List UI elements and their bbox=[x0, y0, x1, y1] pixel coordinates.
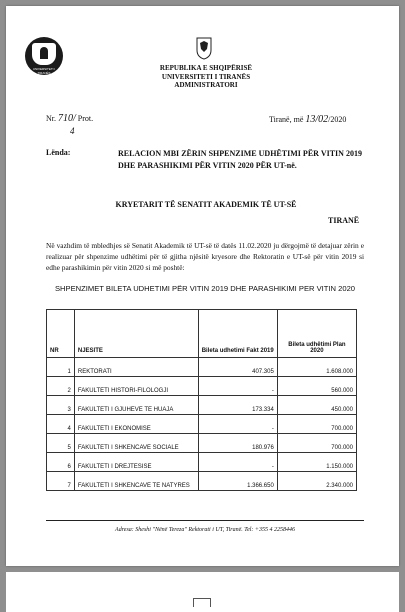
next-page-emblem-icon bbox=[193, 598, 211, 607]
city: TIRANË bbox=[328, 216, 360, 225]
row-name: FAKULTETI I SHKENCAVE TE NATYRES bbox=[74, 472, 198, 491]
table-row bbox=[47, 453, 357, 472]
table-row bbox=[47, 415, 357, 434]
row-plan: 450.000 bbox=[277, 396, 356, 415]
row-plan: 700.000 bbox=[277, 415, 356, 434]
protocol-sub-number: 4 bbox=[70, 126, 75, 136]
row-fakt: - bbox=[198, 453, 277, 472]
next-page-preview bbox=[6, 572, 399, 612]
row-nr: 6 bbox=[47, 453, 75, 472]
protocol-handwritten-number: 710/ bbox=[58, 113, 76, 124]
row-name: FAKULTETI I GJUHEVE TE HUAJA bbox=[74, 396, 198, 415]
row-fakt: 407.305 bbox=[198, 358, 277, 377]
row-nr: 1 bbox=[47, 358, 75, 377]
eagle-emblem-icon bbox=[195, 36, 213, 60]
table-header-row bbox=[47, 310, 357, 358]
logo-text: UNIVERSITETI I TIRANËS bbox=[32, 67, 56, 75]
protocol-number bbox=[46, 113, 93, 124]
row-name: FAKULTETI HISTORI-FILOLOGJI bbox=[74, 377, 198, 396]
header-fakt: Bileta udhetimi Fakt 2019 bbox=[198, 310, 277, 358]
row-fakt: 173.334 bbox=[198, 396, 277, 415]
row-plan: 700.000 bbox=[277, 434, 356, 453]
row-fakt: - bbox=[198, 377, 277, 396]
row-name: REKTORATI bbox=[74, 358, 198, 377]
table-row bbox=[47, 434, 357, 453]
row-plan: 1.150.000 bbox=[277, 453, 356, 472]
table-row bbox=[47, 377, 357, 396]
table-title: SHPENZIMET BILETA UDHETIMI PËR VITIN 2019 DHE PARASHIKIMI PER VITIN 2020 bbox=[54, 284, 356, 293]
date-handwritten: 13/02 bbox=[305, 114, 329, 125]
protocol-suffix: Prot. bbox=[77, 114, 94, 123]
row-nr: 3 bbox=[47, 396, 75, 415]
subject-label: Lënda: bbox=[46, 148, 71, 157]
institution-header bbox=[126, 64, 286, 90]
row-nr: 5 bbox=[47, 434, 75, 453]
travel-expenses-table bbox=[46, 309, 357, 491]
subject-text: RELACION MBI ZËRIN SHPENZIME UDHËTIMI PËR VITIN 2019 DHE PARASHIKIMI PËR VITIN 2020 PËR UT-në. bbox=[118, 149, 362, 170]
header-line-republic: REPUBLIKA E SHQIPËRISË bbox=[159, 64, 253, 72]
date-year: /2020 bbox=[328, 115, 347, 124]
row-fakt: 1.366.650 bbox=[198, 472, 277, 491]
header-nr: NR bbox=[47, 310, 75, 358]
recipient: KRYETARIT TË SENATIT AKADEMIK TË UT-SË bbox=[115, 200, 297, 209]
row-nr: 7 bbox=[47, 472, 75, 491]
row-nr: 4 bbox=[47, 415, 75, 434]
document-date bbox=[269, 114, 346, 125]
university-logo bbox=[25, 37, 63, 75]
row-fakt: 180.976 bbox=[198, 434, 277, 453]
document-page bbox=[6, 6, 399, 566]
table-row bbox=[47, 358, 357, 377]
row-plan: 2.340.000 bbox=[277, 472, 356, 491]
header-plan: Bileta udhëtimi Plan 2020 bbox=[277, 310, 356, 358]
header-line-university: UNIVERSITETI I TIRANËS bbox=[161, 72, 251, 81]
header-line-administrator: ADMINISTRATORI bbox=[174, 81, 238, 89]
body-paragraph: Në vazhdim të mbledhjes së Senatit Akademik të UT-së të datës 11.02.2020 ju dërgojmë të detajuar zërin e realizuar për shpenzime udhëtimi për të gjitha njësitë kryesore dhe Rektoratin e UT-së për vitin 2019 si edhe parashikimin për vitin 2020 si më poshtë: bbox=[46, 241, 364, 272]
date-prefix: Tiranë, më bbox=[269, 115, 304, 124]
footer-address: Adresa: Sheshi "Nënë Tereza" Rektorati i UT, Tiranë. Tel: +355 4 2258446 bbox=[115, 527, 295, 533]
row-nr: 2 bbox=[47, 377, 75, 396]
row-name: FAKULTETI I EKONOMISE bbox=[74, 415, 198, 434]
row-plan: 1.608.000 bbox=[277, 358, 356, 377]
row-name: FAKULTETI I DREJTESISE bbox=[74, 453, 198, 472]
row-fakt: - bbox=[198, 415, 277, 434]
header-name: NJESITE bbox=[74, 310, 198, 358]
table-row bbox=[47, 396, 357, 415]
table-row bbox=[47, 472, 357, 491]
row-name: FAKULTETI I SHKENCAVE SOCIALE bbox=[74, 434, 198, 453]
row-plan: 560.000 bbox=[277, 377, 356, 396]
protocol-prefix: Nr. bbox=[46, 114, 56, 123]
footer-divider bbox=[46, 520, 364, 521]
